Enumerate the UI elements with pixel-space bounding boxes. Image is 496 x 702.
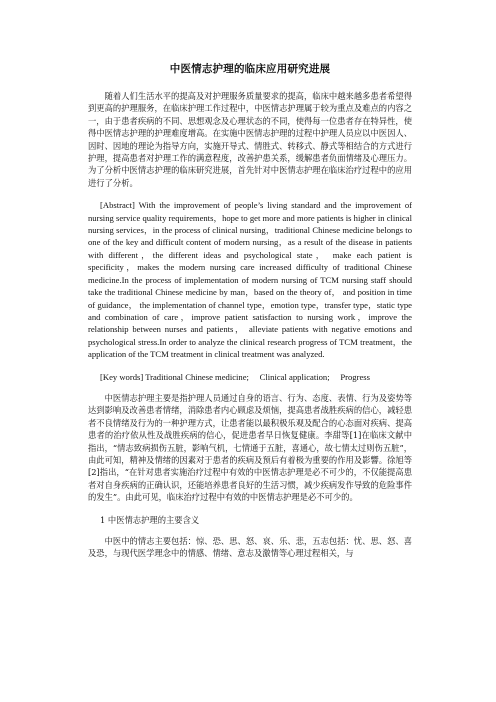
abstract-chinese: 随着人们生活水平的提高及对护理服务质量要求的提高，临床中越来越多患者希望得到更高的护理服务，在临床护理工作过程中，中医情志护理属于较为重点及难点的内容之一，由于患者疾病的不同、思想观念及心理状态的不同，使得每一位患者存在特异性，使得中医情志护理的护理难度增高。在实施中医情志护理的过程中护理人员应以中医因人、因时、因地的理论为指导方向，实施开导式、情胜式、转移式、静式等相结合的方式进行护理，提高患者对护理工作的满意程度，改善护患关系，缓解患者负面情绪及心理压力。为了分析中医情志护理的临床研究进展，首先针对中医情志护理在临床治疗过程中的应用进行了分析。 — [88, 91, 412, 188]
section-paragraph: 中医中的情志主要包括：惊、恐、思、怒、哀、乐、悲，五志包括：忧、思、怒、喜及恐，与现代医学理念中的情感、情绪、意志及激情等心理过程相关，与 — [88, 536, 412, 559]
paper-title: 中医情志护理的临床应用研究进展 — [169, 63, 331, 75]
section-heading: 1 中医情志护理的主要含义 — [100, 514, 200, 525]
keywords-english: [Key words] Traditional Chinese medicine; Clinical application; Progress — [100, 371, 370, 382]
body-paragraph: 中医情志护理主要是指护理人员通过自身的语言、行为、态度、表情、行为及姿势等达到影响及改善患者情绪，消除患者内心顾虑及烦恼，提高患者战胜疾病的信心，减轻患者不良情绪及行为的一种护理方式，让患者能以最积极乐观及配合的心态面对疾病、提高患者的治疗依从性及战胜疾病的信心，促进患者早日恢复健康。李甜等[1]在临床文献中指出，“情志致病损伤五脏，影响气机，七情通于五脏，喜通心，故七情太过则伤五脏”，由此可知，精神及情绪的因素对于患者的疾病及预后有着极为重要的作用及影響。徐旭等[2]指出，“在针对患者实施治疗过程中有效的中医情志护理是必不可少的，不仅能提高患者对自身疾病的正确认识，还能培养患者良好的生活习惯，减少疾病发作导致的危险事件的发生”。由此可见，临床治疗过程中有效的中医情志护理是必不可少的。 — [88, 392, 412, 503]
abstract-english: [Abstract] With the improvement of people’s living standard and the improvement of nursing service quality requirements，hope to get more and more patients is higher in clinical nursing services，in the process of clinical nursing，traditional Chinese medicine belongs to one of the key and difficult content of modern nursing，as a result of the disease in patients with different，the different ideas and psychological state， make each patient is specificity，makes the modern nursing care increased difficulty of traditional Chinese medicine.In the process of implementation of modern nursing of TCM nursing staff should take the traditional Chinese medicine by man，based on the theory of， and position in time of guidance， the implementation of channel type，emotion type，transfer type，static type and combination of care，improve patient satisfaction to nursing work，improve the relationship between nurses and patients， alleviate patients with negative emotions and psychological stress.In order to analyze the clinical research progress of TCM treatment，the application of the TCM treatment in clinical treatment was analyzed. — [88, 200, 412, 360]
document-page — [88, 62, 412, 570]
